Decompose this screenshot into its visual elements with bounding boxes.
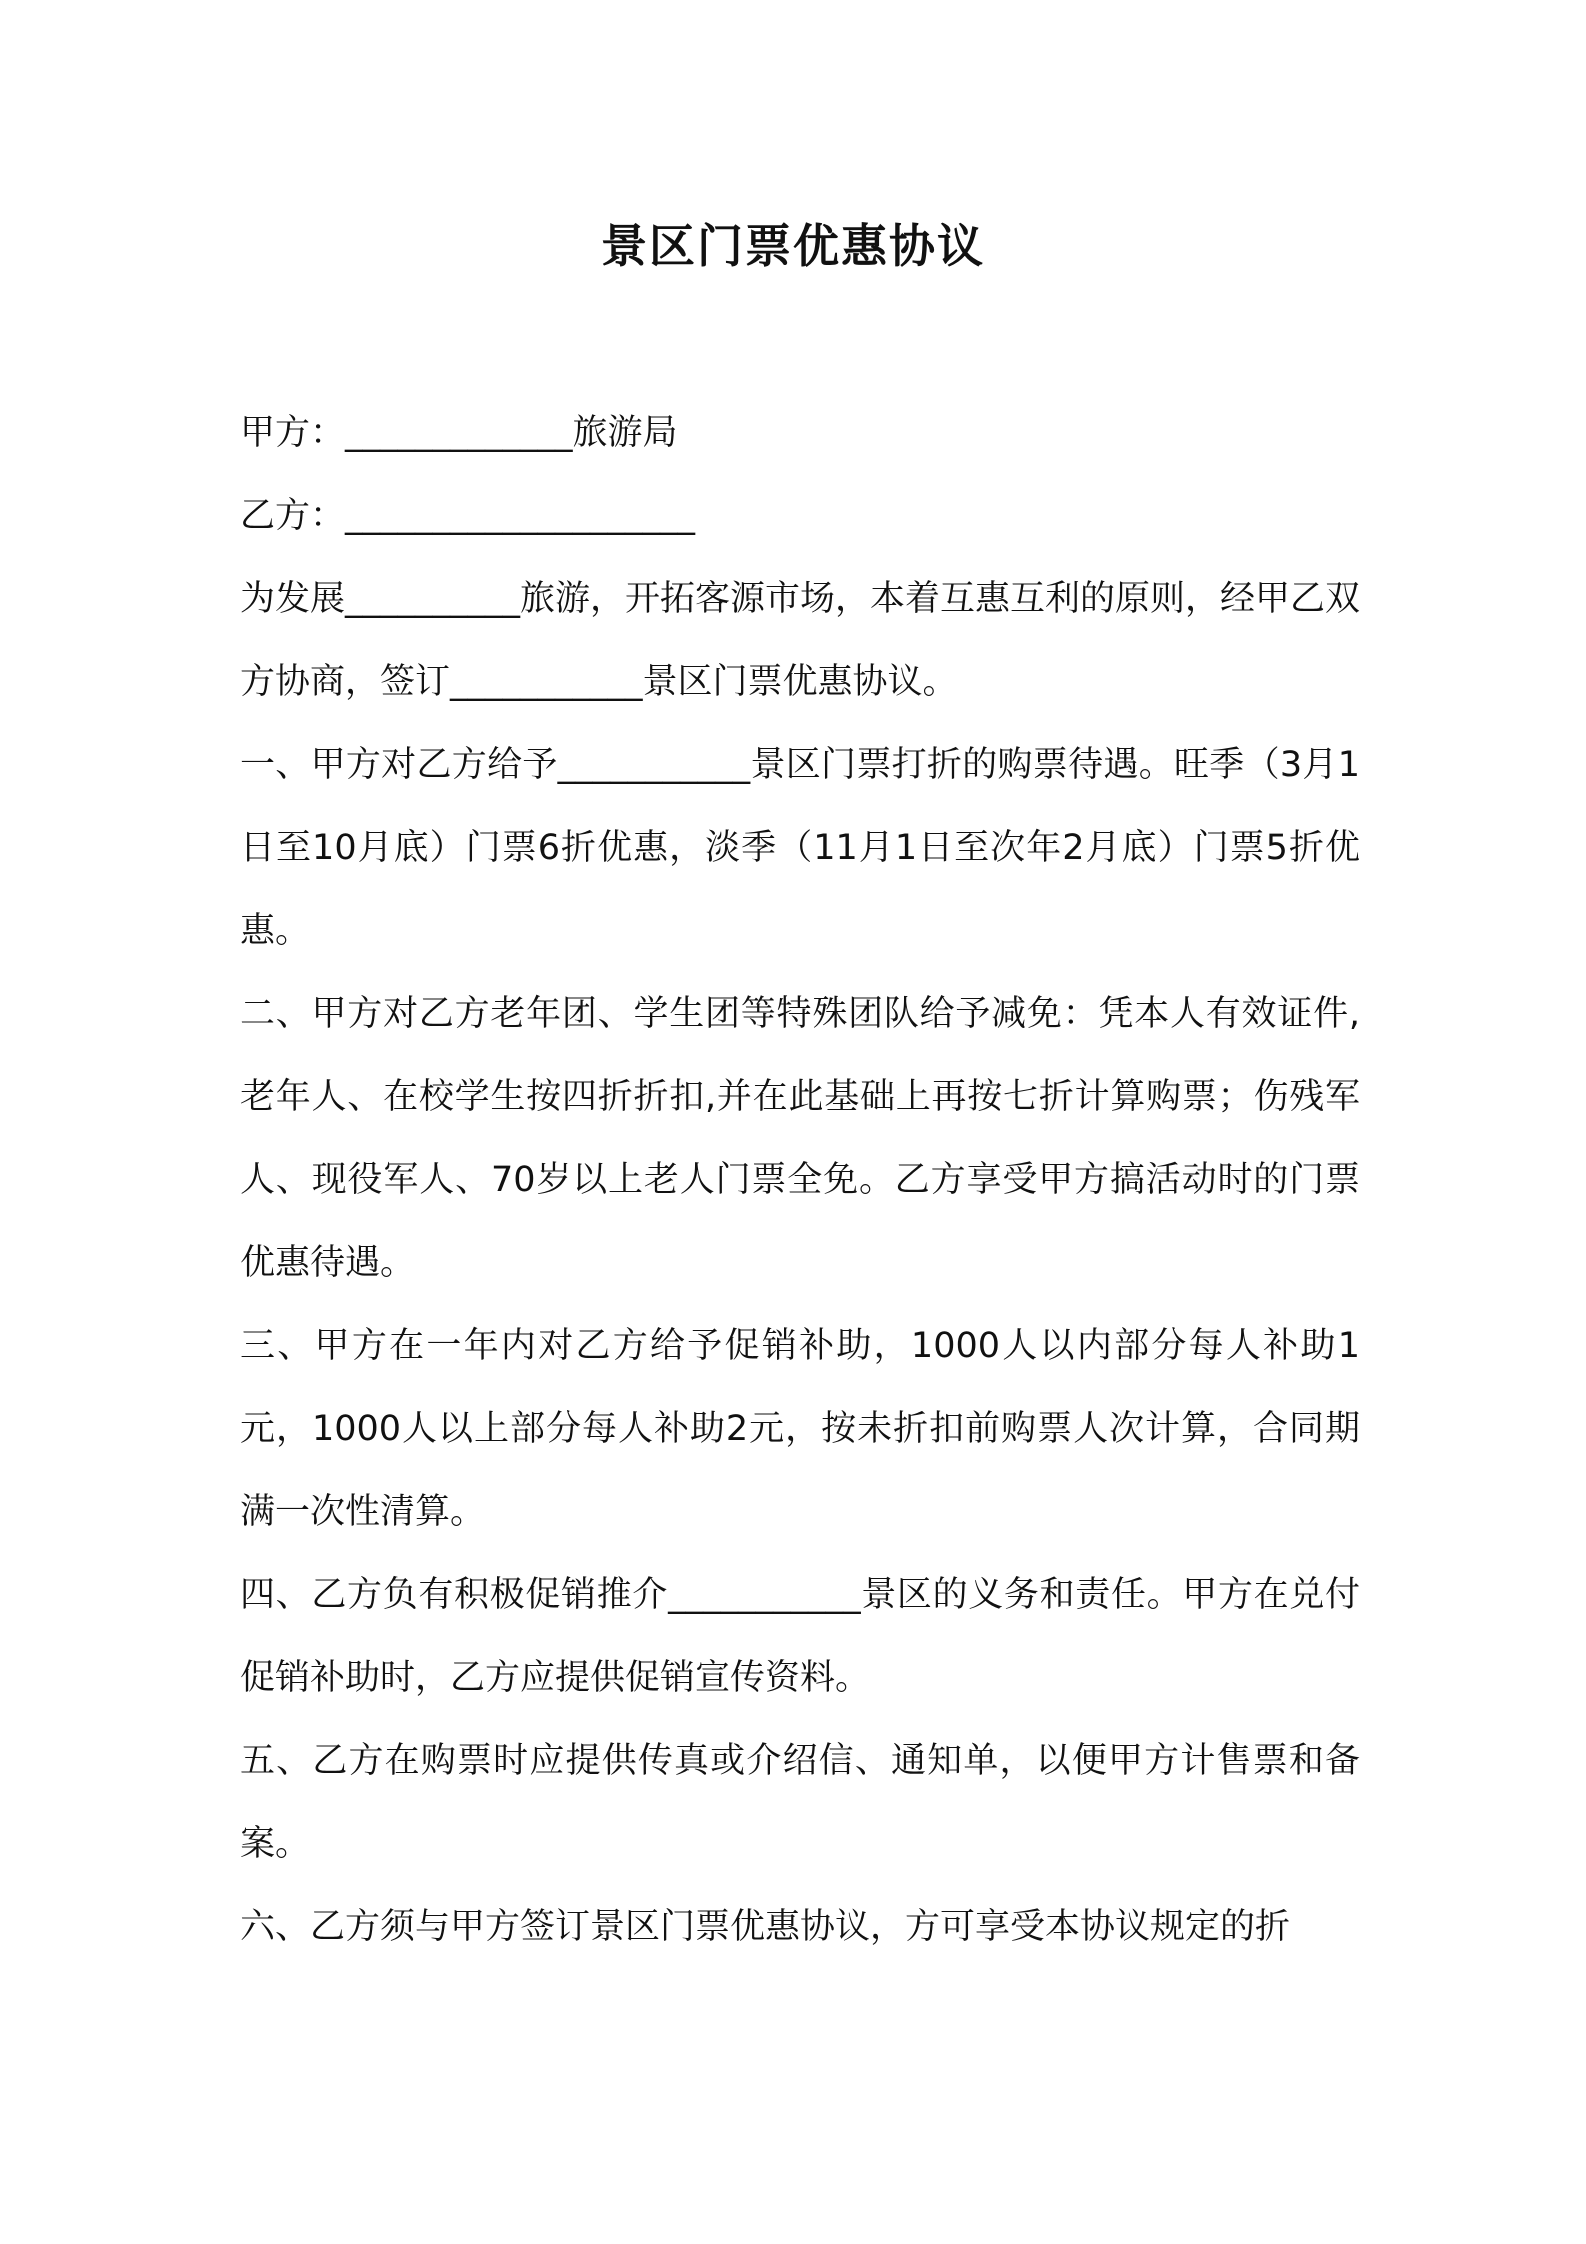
clause-6: 六、乙方须与甲方签订景区门票优惠协议，方可享受本协议规定的折 bbox=[240, 1907, 1291, 1947]
clause-5: 五、乙方在购票时应提供传真或介绍信、通知单，以便甲方计售票和备案。 bbox=[240, 1741, 1360, 1864]
party-a-line: 甲方：_____________旅游局 bbox=[240, 413, 678, 453]
clause-3: 三、甲方在一年内对乙方给予促销补助，1000人以内部分每人补助1元，1000人以上部分每人补助2元，按未折扣前购票人次计算，合同期满一次性清算。 bbox=[240, 1326, 1360, 1532]
clause-1: 一、甲方对乙方给予___________景区门票打折的购票待遇。旺季（3月1日至10月底）门票6折优惠，淡季（11月1日至次年2月底）门票5折优惠。 bbox=[240, 745, 1360, 951]
document-body bbox=[240, 392, 1360, 1969]
intro-paragraph: 为发展__________旅游，开拓客源市场，本着互惠互利的原则，经甲乙双方协商，签订___________景区门票优惠协议。 bbox=[240, 579, 1361, 702]
document-title: 景区门票优惠协议 bbox=[601, 219, 985, 273]
clause-4: 四、乙方负有积极促销推介___________景区的义务和责任。甲方在兑付促销补助时，乙方应提供促销宣传资料。 bbox=[240, 1575, 1360, 1698]
party-b-line: 乙方：____________________ bbox=[240, 496, 696, 536]
clause-2: 二、甲方对乙方老年团、学生团等特殊团队给予减免：凭本人有效证件,老年人、在校学生按四折折扣,并在此基础上再按七折计算购票；伤残军人、现役军人、70岁以上老人门票全免。乙方享受甲方搞活动时的门票优惠待遇。 bbox=[240, 994, 1360, 1283]
